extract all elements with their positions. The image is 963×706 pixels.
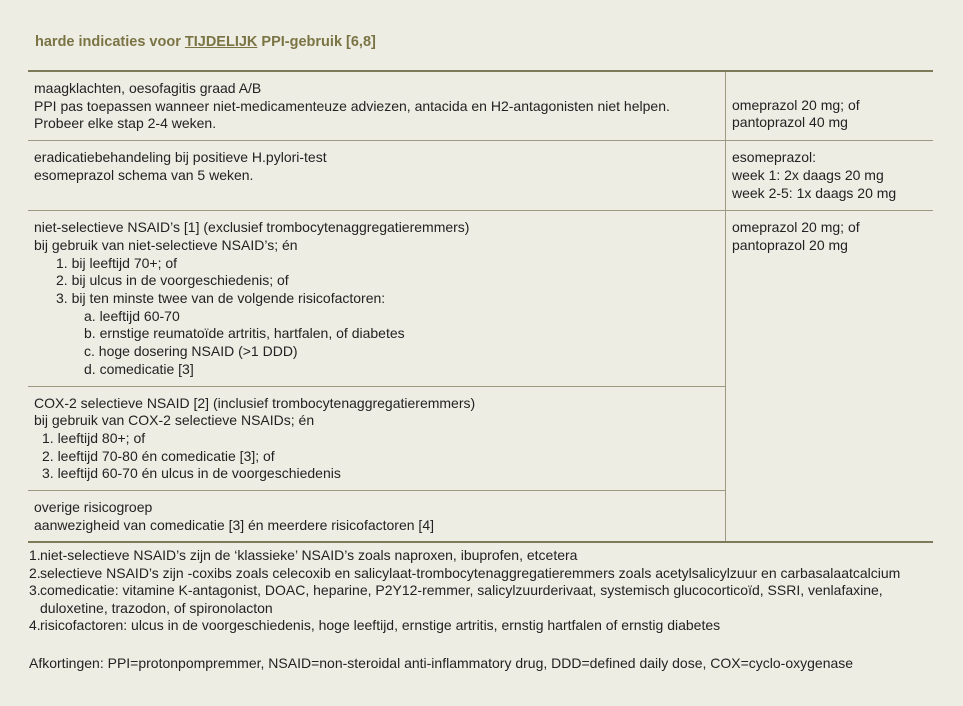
indication-cell bbox=[28, 141, 726, 210]
treatment-line: omeprazol 20 mg; of bbox=[732, 219, 860, 236]
list-item: 2. leeftijd 70-80 én comedicatie [3]; of bbox=[42, 447, 275, 464]
section-line: bij gebruik van COX-2 selectieve NSAIDs; én bbox=[34, 412, 315, 429]
section-line: overige risicogroep bbox=[34, 499, 153, 516]
table-title bbox=[35, 34, 376, 50]
indication-line: PPI pas toepassen wanneer niet-medicamenteuze adviezen, antacida en H2-antagonisten niet helpen. bbox=[34, 97, 670, 114]
footnotes bbox=[29, 547, 949, 635]
section-line: bij gebruik van niet-selectieve NSAID’s; én bbox=[34, 236, 298, 253]
table-row-maagklachten bbox=[28, 72, 933, 141]
footnote-text: selectieve NSAID’s zijn -coxibs zoals celecoxib en salicylaat-trombocytenaggregatieremmers zoals acetylsalicylzuur en carbasalaatcalcium bbox=[40, 564, 901, 581]
footnote-number: 1. bbox=[29, 547, 41, 563]
table-row-nsaid bbox=[28, 211, 933, 541]
footnote-number: 3. bbox=[29, 582, 41, 599]
treatment-cell bbox=[726, 211, 933, 541]
indication-line-spacer bbox=[34, 185, 719, 203]
footnote-number: 4. bbox=[29, 617, 41, 634]
title-emphasis: TIJDELIJK bbox=[184, 34, 258, 50]
nsaid-cox2-section bbox=[28, 387, 725, 492]
footnote-number: 2. bbox=[29, 564, 41, 581]
list-item: 3. bij ten minste twee van de volgende risicofactoren: bbox=[56, 290, 386, 307]
treatment-cell bbox=[726, 141, 933, 210]
footnote-text: niet-selectieve NSAID’s zijn de ‘klassieke’ NSAID’s zoals naproxen, ibuprofen, etcetera bbox=[40, 547, 578, 563]
table-row-eradicatie bbox=[28, 141, 933, 211]
indication-line: maagklachten, oesofagitis graad A/B bbox=[34, 80, 262, 96]
title-prefix: harde indicaties voor bbox=[35, 34, 185, 50]
treatment-line: week 1: 2x daags 20 mg bbox=[732, 166, 884, 183]
indication-cell bbox=[28, 211, 726, 541]
treatment-line: pantoprazol 40 mg bbox=[732, 114, 848, 131]
list-item: 1. leeftijd 80+; of bbox=[42, 429, 146, 446]
list-item: 2. bij ulcus in de voorgeschiedenis; of bbox=[56, 272, 289, 289]
section-line: aanwezigheid van comedicatie [3] én meerdere risicofactoren [4] bbox=[34, 516, 434, 533]
treatment-line: pantoprazol 20 mg bbox=[732, 236, 848, 253]
section-line: niet-selectieve NSAID’s [1] (exclusief trombocytenaggregatieremmers) bbox=[34, 219, 470, 236]
treatment-cell bbox=[726, 72, 933, 140]
nsaid-nonselective-section bbox=[28, 211, 725, 386]
footnote-text: risicofactoren: ulcus in de voorgeschiedenis, hoge leeftijd, ernstige artritis, ernstig hartfalen of ernstig diabetes bbox=[40, 617, 721, 634]
indication-line: esomeprazol schema van 5 weken. bbox=[34, 166, 254, 183]
abbreviations: Afkortingen: PPI=protonpompremmer, NSAID=non-steroidal anti-inflammatory drug, DDD=defined daily dose, COX=cyclo-oxygenase bbox=[29, 655, 854, 671]
sub-list-item: d. comedicatie [3] bbox=[84, 360, 194, 377]
treatment-line: week 2-5: 1x daags 20 mg bbox=[732, 184, 897, 201]
footnote-text: comedicatie: vitamine K-antagonist, DOAC, heparine, P2Y12-remmer, salicylzuurderivaat, systemisch glucocorticoïd, SSRI, venlafaxine, duloxetine, trazodon, of spironolacton bbox=[40, 582, 883, 616]
sub-list-item: b. ernstige reumatoïde artritis, hartfalen, of diabetes bbox=[84, 325, 405, 342]
indication-line: eradicatiebehandeling bij positieve H.pylori-test bbox=[34, 149, 327, 166]
sub-list-item: c. hoge dosering NSAID (>1 DDD) bbox=[84, 343, 298, 360]
sub-list-item: a. leeftijd 60-70 bbox=[84, 307, 180, 324]
indication-text bbox=[28, 72, 725, 140]
section-line: COX-2 selectieve NSAID [2] (inclusief trombocytenaggregatieremmers) bbox=[34, 394, 476, 411]
indication-text bbox=[28, 141, 725, 209]
footnote bbox=[29, 547, 949, 565]
list-item: 1. bij leeftijd 70+; of bbox=[56, 254, 178, 271]
indication-line: Probeer elke stap 2-4 weken. bbox=[34, 115, 217, 132]
indications-table bbox=[28, 70, 933, 543]
indication-cell bbox=[28, 72, 726, 140]
treatment-line: omeprazol 20 mg; of bbox=[732, 96, 860, 113]
list-item: 3. leeftijd 60-70 én ulcus in de voorgeschiedenis bbox=[42, 465, 341, 482]
overige-risicogroep-section bbox=[28, 491, 725, 541]
footnote bbox=[29, 565, 949, 583]
footnote bbox=[29, 582, 949, 617]
treatment-line: esomeprazol: bbox=[732, 149, 817, 166]
title-suffix: PPI-gebruik [6,8] bbox=[257, 34, 376, 50]
footnote bbox=[29, 617, 949, 635]
